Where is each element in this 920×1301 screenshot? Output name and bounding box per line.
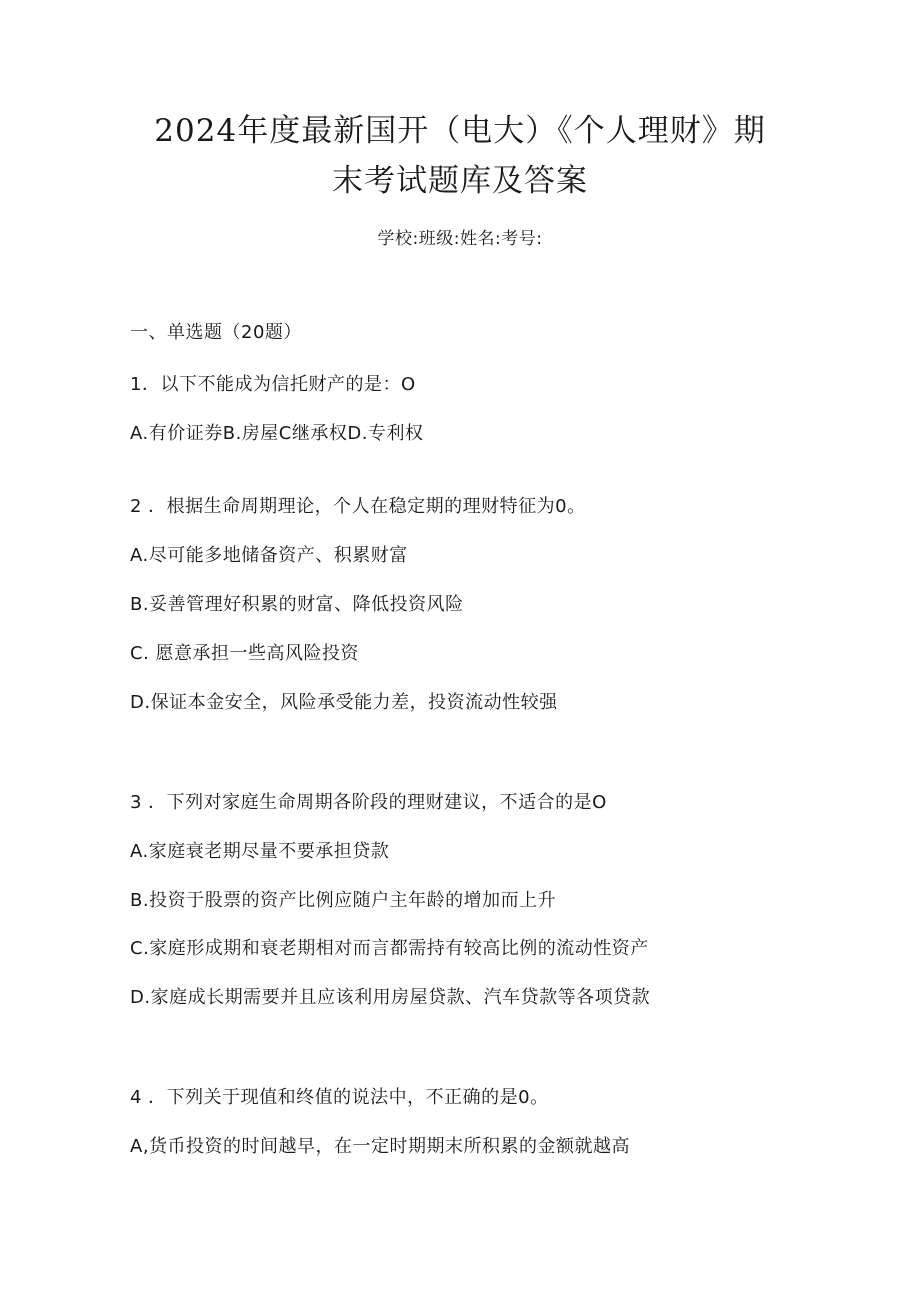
question-2-stem: 2 ．根据生命周期理论，个人在稳定期的理财特征为0。 bbox=[130, 496, 586, 517]
question-3-option-b: B.投资于股票的资产比例应随户主年龄的增加而上升 bbox=[130, 890, 557, 911]
question-1-options: A.有价证券B.房屋C继承权D.专利权 bbox=[130, 423, 424, 444]
question-3-stem: 3 ．下列对家庭生命周期各阶段的理财建议，不适合的是O bbox=[130, 792, 607, 813]
question-2-option-a: A.尽可能多地储备资产、积累财富 bbox=[130, 545, 408, 566]
question-4-stem: 4 ．下列关于现值和终值的说法中，不正确的是0。 bbox=[130, 1087, 549, 1108]
question-2-option-b: B.妥善管理好积累的财富、降低投资风险 bbox=[130, 594, 464, 615]
document-title-line-1: 2024年度最新国开（电大）《个人理财》期 bbox=[154, 113, 766, 149]
question-1-stem: 1．以下不能成为信托财产的是：O bbox=[130, 374, 416, 395]
question-4-option-a: A,货币投资的时间越早，在一定时期期末所积累的金额就越高 bbox=[130, 1136, 631, 1157]
question-3-option-d: D.家庭成长期需要并且应该利用房屋贷款、汽车贷款等各项贷款 bbox=[130, 987, 651, 1008]
section-heading: 一、单选题（20题） bbox=[130, 322, 302, 343]
student-info-line: 学校:班级:姓名:考号: bbox=[377, 229, 543, 249]
question-2-option-c: C. 愿意承担一些高风险投资 bbox=[130, 643, 360, 664]
document-title-line-2: 末考试题库及答案 bbox=[332, 163, 588, 199]
question-3-option-a: A.家庭衰老期尽量不要承担贷款 bbox=[130, 841, 390, 862]
question-2-option-d: D.保证本金安全，风险承受能力差，投资流动性较强 bbox=[130, 692, 558, 713]
question-3-option-c: C.家庭形成期和衰老期相对而言都需持有较高比例的流动性资产 bbox=[130, 938, 649, 959]
